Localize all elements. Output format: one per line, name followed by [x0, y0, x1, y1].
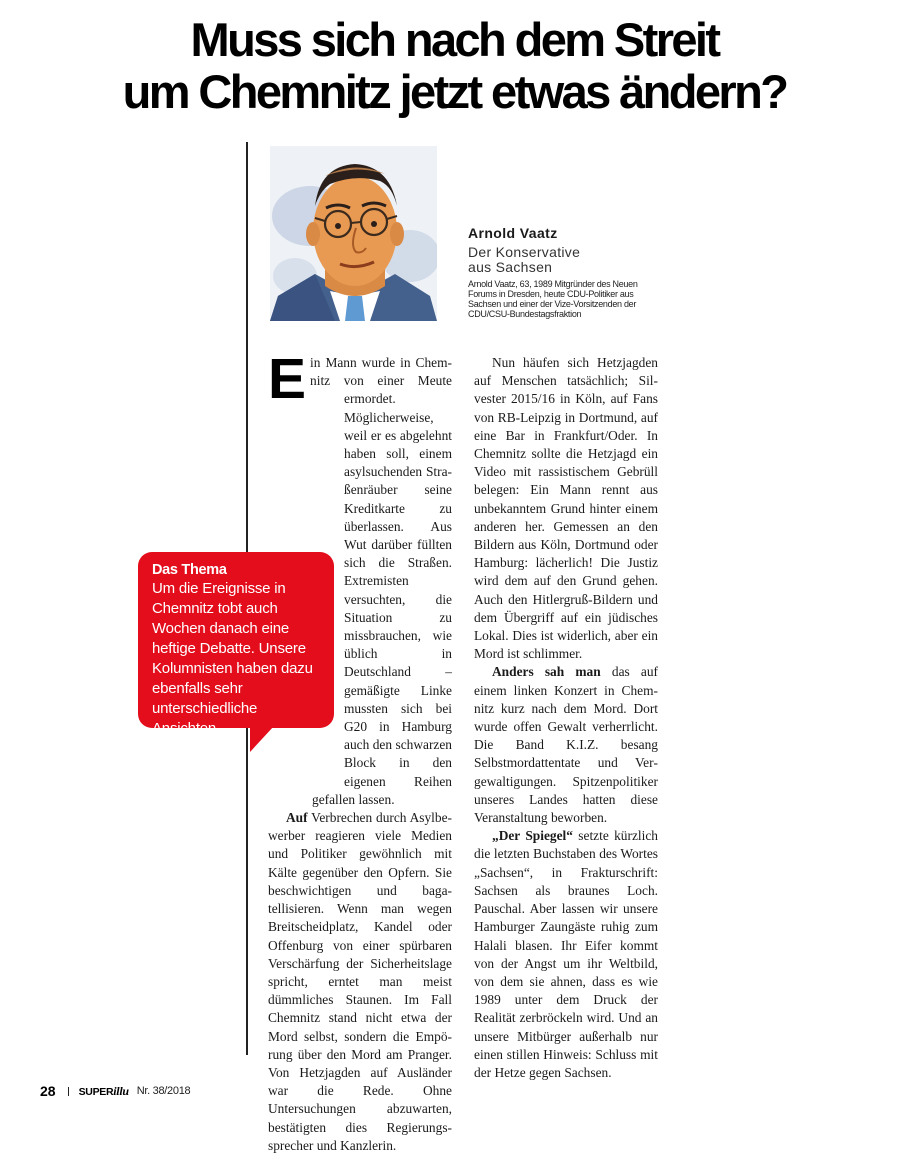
author-name: Arnold Vaatz	[468, 225, 558, 241]
article-column-2	[474, 354, 658, 1082]
author-box	[468, 224, 668, 319]
logo-illu: illu	[113, 1083, 129, 1098]
paragraph-text: das auf einem linken Konzert in Chemnitz kurz nach dem Mord. Dort wurde offen Gewalt verherrlicht. Die Band K.I.Z. besang Selbstmordattentate und Vergewaltigungen. Spitzenpolitiker unseres Landes hatten diese Veranstaltung beworben.	[474, 664, 658, 826]
author-portrait-icon	[270, 146, 437, 321]
page-number: 28	[40, 1083, 56, 1099]
page-footer	[40, 1083, 190, 1099]
callout-tail-wrap-spacer	[268, 784, 312, 802]
dropcap: E	[268, 347, 307, 411]
callout-title: Das Thema	[152, 562, 227, 578]
magazine-logo	[79, 1084, 129, 1099]
paragraph-text: Verbrechen durch Asylbewerber reagieren viele Medien und Politiker gewöhnlich mit Kälte gegenüber den Opfern. Sie beschwichtigen und bagatellisieren. Wenn man wegen Breitscheidplatz, Kandel oder Offenburg von einer spürbaren Verschärfung der Sicherheitslage spricht, erntet man meist dümmliches Staunen. Im Fall Chemnitz stand nicht etwa der Mord selbst, sondern die Empörung über den Mord am Pranger. Von Hetzjagden auf Ausländer war die Rede. Ohne Untersuchungen abzuwarten, bestätigten dies Regierungssprecher und Kanzlerin.	[268, 810, 452, 1153]
article-column-1	[268, 347, 452, 1155]
paragraph	[474, 663, 658, 827]
issue-number: Nr. 38/2018	[136, 1085, 191, 1097]
paragraph	[474, 827, 658, 1082]
logo-super: SUPER	[78, 1085, 114, 1098]
paragraph-lead: Auf	[286, 810, 308, 826]
topic-callout-bubble	[138, 552, 334, 737]
headline-line-1: Muss sich nach dem Streit	[190, 13, 719, 66]
author-tagline	[468, 245, 668, 275]
author-tagline-line-1: Der Konservative	[468, 244, 581, 260]
paragraph	[268, 809, 452, 1155]
paragraph-text: setzte kürzlich die letzten Buchstaben des Wortes „Sachsen“, in Frakturschrift: Sachsen als braunes Loch. Pauschal. Aber lassen wir unsere Hamburger Zaungäste ruhig zum Halali blasen. Ihr Eifer kommt von der Angst um ihr Weltbild, von dem sie ahnen, dass es wie 1989 unter dem Druck der Realität zerbröckeln wird. Und an unsere Mitbürger außerhalb nur einen stillen Hinweis: Schluss mit der Hetze gegen Sachsen.	[474, 828, 658, 1080]
paragraph-lead: Anders sah man	[492, 664, 601, 680]
paragraph-text: in Mann wurde in Chemnitz von einer Meute ermordet. Möglicherweise, weil er es abgelehnt haben soll, einem asylsuchenden Straßenräuber seine Kreditkarte zu überlassen. Aus Wut darüber füllten sich die Straßen. Extremisten versuchten, die Situation zu missbrauchen, wie üblich in Deutschland – gemäßigte Linke mussten sich bei G20 in Hamburg auch den schwarzen Block in den eigenen Reihen gefallen lassen.	[310, 355, 452, 807]
callout-text: Um die Ereignisse in Chemnitz tobt auch Wochen danach eine heftige Debatte. Unsere Kolumnisten haben dazu ebenfalls sehr unterschiedliche Ansichten	[152, 580, 313, 737]
footer-separator	[68, 1087, 69, 1096]
author-tagline-line-2: aus Sachsen	[468, 259, 553, 275]
headline	[0, 14, 909, 118]
speech-bubble-tail-icon	[250, 726, 274, 752]
author-bio: Arnold Vaatz, 63, 1989 Mitgründer des Neuen Forums in Dresden, heute CDU-Politiker aus Sachsen und einer der Vize-Vorsitzenden der CDU/CSU-Bundestagsfraktion	[468, 279, 638, 319]
paragraph-lead: „Der Spiegel“	[492, 828, 573, 844]
headline-line-2: um Chemnitz jetzt etwas ändern?	[122, 65, 787, 118]
paragraph	[474, 354, 658, 663]
paragraph-text: Nun häufen sich Hetzjagden auf Menschen tatsächlich; Silvester 2015/16 in Köln, auf Fans von RB-Leipzig in Dortmund, auf eine Bar in Frankfurt/Oder. In Chemnitz sollte die Hetzjagd ein Video mit rassistischem Gebrüll belegen: Ein Mann rennt aus unbekanntem Grund hinter einem anderen her. Gemessen an den Bildern aus Köln, Dortmund oder Hamburg: lächerlich! Die Justiz wird dem auf den Grund gehen. Auch den Hitlergruß-Bildern und dem Übergriff auf ein jüdisches Lokal. Dies ist widerlich, aber ein Mord ist schlimmer.	[474, 355, 658, 662]
